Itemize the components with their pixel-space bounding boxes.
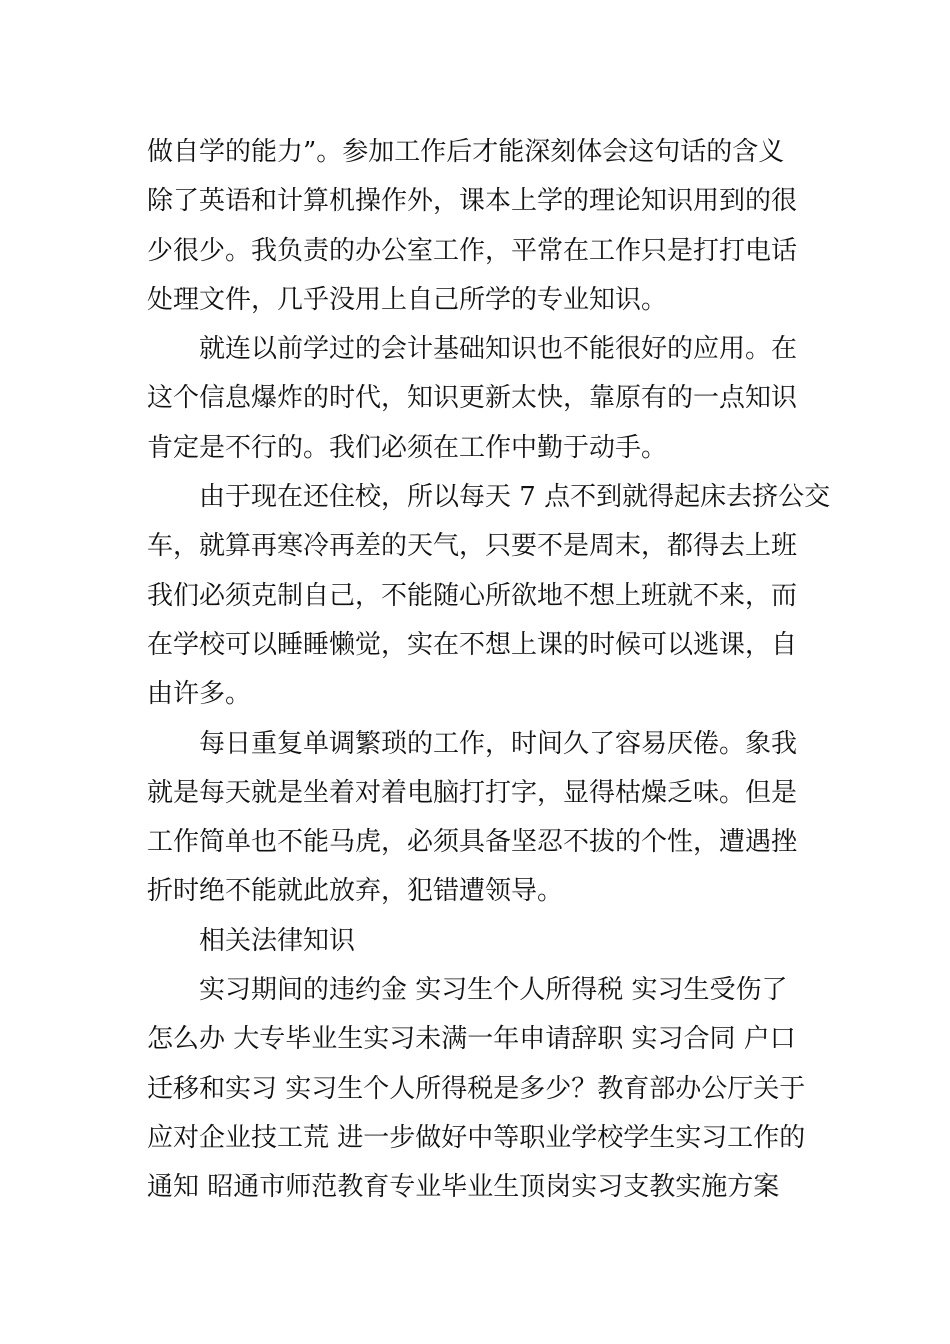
text-line: 就连以前学过的会计基础知识也不能很好的应用。在 <box>199 334 798 365</box>
text-line: 除了英语和计算机操作外，课本上学的理论知识用到的很 <box>147 186 798 217</box>
document-body <box>147 128 831 1213</box>
text-line: 我们必须克制自己，不能随心所欲地不想上班就不来，而 <box>147 580 798 611</box>
text-line: 就是每天就是坐着对着电脑打打字，显得枯燥乏味。但是 <box>147 777 798 808</box>
text-line: 实习期间的违约金 实习生个人所得税 实习生受伤了 <box>199 975 788 1006</box>
text-line: 应对企业技工荒 进一步做好中等职业学校学生实习工作的 <box>147 1122 806 1153</box>
text-line: 每日重复单调繁琐的工作，时间久了容易厌倦。象我 <box>199 728 798 759</box>
text-line: 怎么办 大专毕业生实习未满一年申请辞职 实习合同 户口 <box>147 1024 796 1055</box>
paragraph-4 <box>147 720 827 917</box>
paragraph-1 <box>147 128 827 325</box>
text-line: 处理文件，几乎没用上自己所学的专业知识。 <box>147 284 668 315</box>
text-line: 车，就算再寒冷再差的天气，只要不是周末，都得去上班 <box>147 531 798 562</box>
text-line: 做自学的能力”。参加工作后才能深刻体会这句话的含义 <box>147 137 785 167</box>
related-links-paragraph <box>147 966 827 1212</box>
text-line: 肯定是不行的。我们必须在工作中勤于动手。 <box>147 432 668 463</box>
text-line: 少很少。我负责的办公室工作，平常在工作只是打打电话 <box>147 235 798 266</box>
paragraph-2 <box>147 325 827 473</box>
text-line: 这个信息爆炸的时代，知识更新太快，靠原有的一点知识 <box>147 383 798 414</box>
section-heading <box>147 917 827 966</box>
paragraph-3 <box>147 473 831 719</box>
text-line: 工作简单也不能马虎，必须具备坚忍不拔的个性，遭遇挫 <box>147 827 798 858</box>
text-line: 由许多。 <box>147 679 252 710</box>
text-line: 由于现在还住校，所以每天 7 点不到就得起床去挤公交 <box>199 482 831 513</box>
text-line: 通知 昭通市师范教育专业毕业生顶岗实习支教实施方案 <box>147 1172 780 1203</box>
text-line: 在学校可以睡睡懒觉，实在不想上课的时候可以逃课，自 <box>147 629 798 660</box>
text-line: 折时绝不能就此放弃，犯错遭领导。 <box>147 876 564 907</box>
text-line: 迁移和实习 实习生个人所得税是多少？教育部办公厅关于 <box>147 1073 806 1104</box>
heading-text: 相关法律知识 <box>199 925 356 956</box>
